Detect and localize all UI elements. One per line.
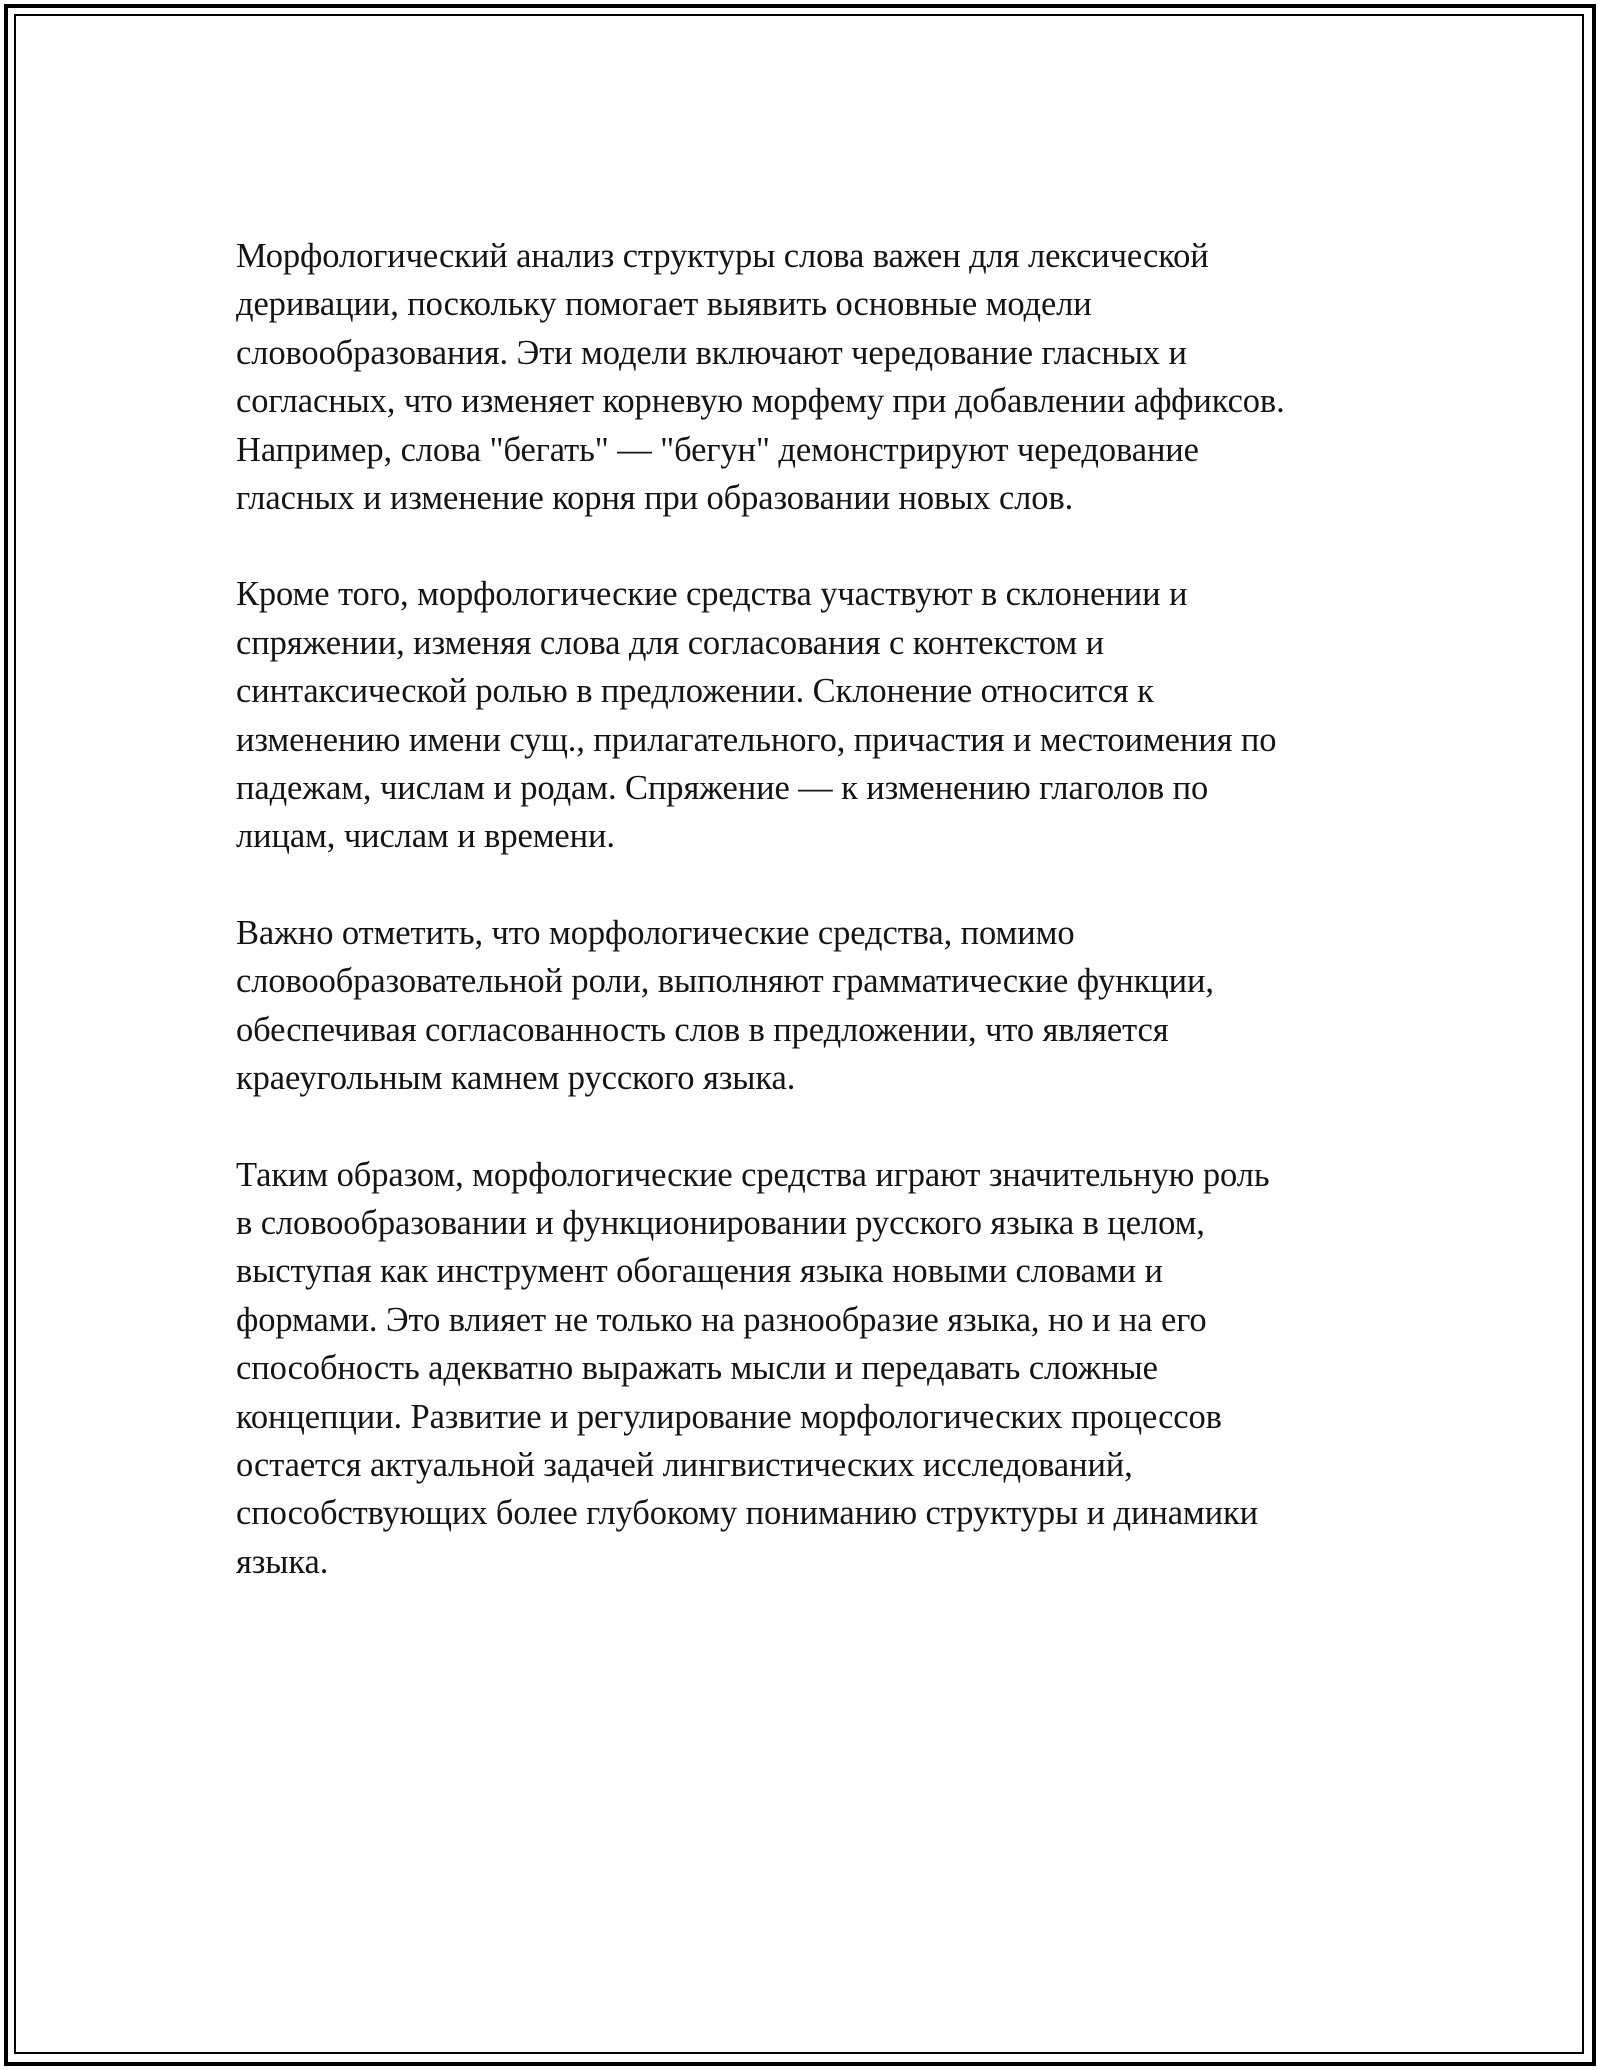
text-line: Кроме того, морфологические средства участвуют в склонении и (236, 575, 1188, 614)
text-line: формами. Это влияет не только на разнообразие языка, но и на его (236, 1300, 1207, 1339)
paragraph-4 (236, 1151, 1386, 1587)
text-line: остается актуальной задачей лингвистических исследований, (236, 1445, 1133, 1484)
paragraph-2 (236, 570, 1386, 860)
document-body (236, 232, 1386, 1634)
text-line: изменению имени сущ., прилагательного, причастия и местоимения по (236, 720, 1277, 759)
text-line: Важно отметить, что морфологические средства, помимо (236, 913, 1075, 952)
text-line: деривации, поскольку помогает выявить основные модели (236, 285, 1092, 324)
text-line: краеугольным камнем русского языка. (236, 1059, 796, 1098)
text-line: способность адекватно выражать мысли и передавать сложные (236, 1349, 1158, 1388)
text-line: языка. (236, 1542, 329, 1581)
text-line: лицам, числам и времени. (236, 817, 615, 856)
text-line: способствующих более глубокому пониманию структуры и динамики (236, 1494, 1259, 1533)
text-line: в словообразовании и функционировании русского языка в целом, (236, 1203, 1205, 1242)
text-line: синтаксической ролью в предложении. Склонение относится к (236, 672, 1154, 711)
text-line: обеспечивая согласованность слов в предложении, что является (236, 1010, 1169, 1049)
text-line: выступая как инструмент обогащения языка новыми словами и (236, 1252, 1163, 1291)
text-line: согласных, что изменяет корневую морфему при добавлении аффиксов. (236, 382, 1285, 421)
text-line: падежам, числам и родам. Спряжение — к изменению глаголов по (236, 769, 1209, 808)
paragraph-3 (236, 909, 1386, 1103)
text-line: спряжении, изменяя слова для согласования с контекстом и (236, 623, 1105, 662)
text-line: Таким образом, морфологические средства играют значительную роль (236, 1155, 1270, 1194)
paragraph-1 (236, 232, 1386, 522)
text-line: словообразования. Эти модели включают чередование гласных и (236, 333, 1187, 372)
text-line: Морфологический анализ структуры слова важен для лексической (236, 237, 1209, 275)
text-line: концепции. Развитие и регулирование морфологических процессов (236, 1397, 1222, 1436)
text-line: Например, слова "бегать" — "бегун" демонстрируют чередование (236, 430, 1199, 469)
text-line: словообразовательной роли, выполняют грамматические функции, (236, 962, 1214, 1001)
text-line: гласных и изменение корня при образовании новых слов. (236, 479, 1074, 518)
